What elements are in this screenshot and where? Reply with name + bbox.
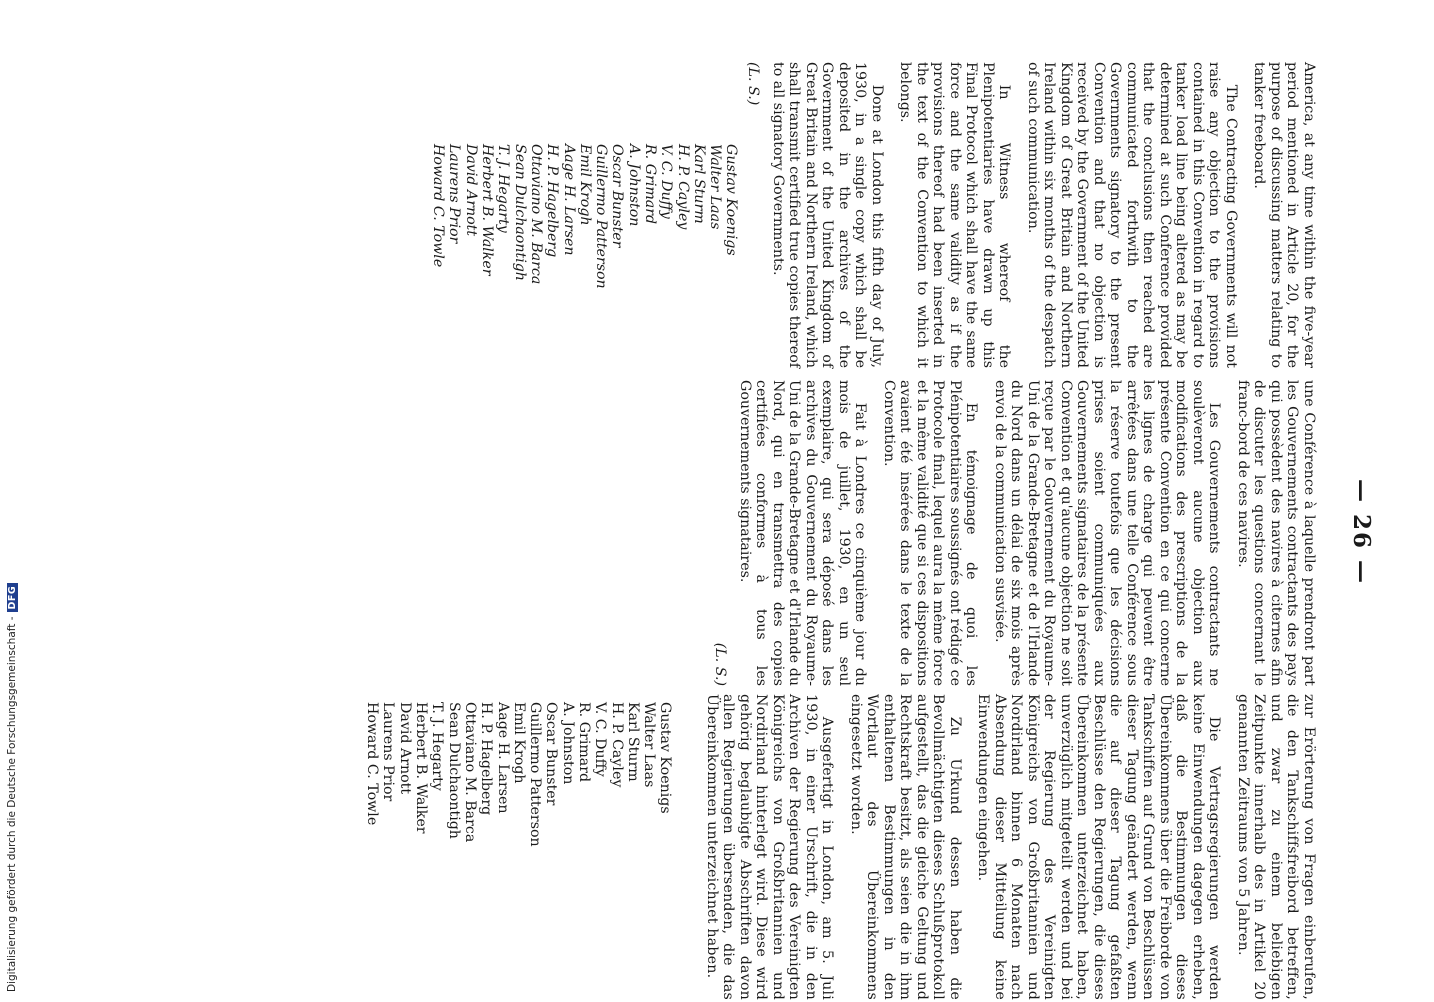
english-signatory-name: Herbert B. Walker (479, 144, 496, 276)
german-signatory-name: Gustav Koenigs (657, 702, 674, 814)
german-paragraph-4: Ausgefertigt in London, am 5. Juli 1930, in einer Urschrift, die in den Archiven der Regierung des Vereinigten Königreichs von Großbritannien und Nordirland hinterlegt wird. Diese wird gehörig beglaubigte Abschriften davon allen Regierungen übersenden, die das Übereinkommen unterzeichnet haben. (704, 694, 836, 1000)
french-column (707, 380, 1318, 686)
german-signatory-name: Karl Sturm (624, 702, 641, 782)
english-signatory-name: Ottaviano M. Barca (527, 144, 544, 285)
rotated-document-page (364, 62, 1375, 1002)
english-signatory-name: H. P. Hagelberg (544, 144, 561, 258)
german-signatory-name: Oscar Bunster (543, 702, 560, 806)
english-signatory-name: Oscar Bunster (609, 144, 626, 248)
french-paragraph-3: En témoignage de quoi les Plénipotentiaires soussignés ont rédigé ce Protocole final, lequel aura la même force et la même validité que si ces dispositions avaient été insérées dans le texte de la Convention. (881, 380, 980, 686)
german-signatory-name: R. Grimard (576, 702, 593, 783)
german-signatory-name: Herbert B. Walker (413, 702, 430, 834)
english-paragraph-1: America, at any time within the five-year period mentioned in Article 20, for the purpose of discussing matters relating to tanker freeboard. (1251, 62, 1317, 368)
french-paragraph-2: Les Gouvernements contractants ne soulèveront aucune objection aux modifications des prescriptions de la présente Convention en ce qui concerne les lignes de charge qui peuvent être arrêtées dans une telle Conférence sous la réserve toutefois que les décisions prises soient communiquées aux Gouvernements signataires de la présente Convention et qu'aucune objection ne soit reçue par le Gouvernement du Royaume-Uni de la Grande-Bretagne et de l'Irlande du Nord dans un délai de six mois après envoi de la communication susvisée. (992, 380, 1223, 686)
dfg-logo: DFG (7, 583, 18, 613)
english-signatory-name: Laurens Prior (446, 144, 463, 244)
english-signatory-name: Karl Sturm (690, 144, 707, 224)
german-paragraph-2: Die Vertragsregierungen werden keine Einwendungen dagegen erheben, daß die Bestimmungen dieses Übereinkommens über die Freiborde von Tankschiffen auf Grund von Beschlüssen dieser Tagung geändert werden, wenn die auf dieser Tagung gefaßten Beschlüsse den Regierungen, die dieses Übereinkommen unterzeichnet haben, unverzüglich mitgeteilt werden und bei der Regierung des Vereinigten Königreichs von Großbritannien und Nordirland binnen 6 Monaten nach Absendung dieser Mitteilung keine Einwendungen eingehen. (975, 694, 1223, 1000)
german-paragraph-1: zur Erörterung von Fragen einberufen, die den Tankschiffsfreibord betreffen, und zwar zu einem beliebigen Zeitpunkte innerhalb des in Artikel 20 genannten Zeitraums von 5 Jahren. (1235, 694, 1317, 1000)
english-paragraph-2: The Contracting Governments will not raise any objection to the provisions contained in this Convention in regard to tanker load line being altered as may be determined at such Conference provided that the conclusions then reached are communicated forthwith to the Governments signatory to the present Convention and that no objection is received by the Government of the United Kingdom of Great Britain and Northern Ireland within six months of the despatch of such communication. (1025, 62, 1239, 368)
german-signatory-name: Howard C. Towle (364, 702, 381, 826)
three-language-columns (364, 62, 1317, 1002)
footer-text: Digitalisierung gefördert durch die Deutsche Forschungsgemeinschaft - (6, 616, 18, 992)
seal-mark: (L. S.) (712, 642, 729, 686)
german-signatory-name: Guillermo Patterson (527, 702, 544, 847)
german-signatory-name: V. C. Duffy (592, 702, 609, 777)
english-signatory-name: A. Johnston (625, 144, 642, 227)
english-signatory-list (430, 144, 740, 368)
english-signatory-name: H. P. Cayley (674, 144, 691, 230)
german-signatory-name: Laurens Prior (380, 702, 397, 802)
german-signatory-name: Sean Dulchaontigh (445, 702, 462, 839)
english-signatory-name: Walter Laas (707, 144, 724, 230)
english-signatory-name: Howard C. Towle (430, 144, 447, 268)
english-signatory-name: Aage H. Larsen (560, 144, 577, 256)
french-paragraph-4: Fait à Londres ce cinquième jour du mois de juillet, 1930, en un seul exemplaire, qui sera déposé dans les archives du Gouvernement du Royaume-Uni de la Grande-Bretagne et d'Irlande du Nord, qui en transmettra des copies certifiées conformes à tous les Gouvernements signataires. (737, 380, 869, 686)
german-signatory-name: A. Johnston (559, 702, 576, 785)
digitization-footer (6, 583, 18, 992)
english-signatory-name: Sean Dulchaontigh (511, 144, 528, 281)
german-signatory-name: H. P. Hagelberg (478, 702, 495, 816)
german-paragraph-3: Zu Urkund dessen haben die Bevollmächtigten dieses Schlußprotokoll aufgestellt, das die gleiche Geltung und Rechtskraft besitzt, als seien die in ihm enthaltenen Bestimmungen in den Wortlaut des Übereinkommens eingesetzt worden. (848, 694, 963, 1000)
english-signatory-name: Guillermo Patterson (593, 144, 610, 289)
seal-mark: (L. S.) (745, 62, 762, 106)
german-signatory-name: David Arnott (396, 702, 413, 795)
english-paragraph-4: Done at London this fifth day of July, 1930, in a single copy which shall be deposited in the archives of the Government of the United Kingdom of Great Britain and Northern Ireland, which shall transmit certified true copies thereof to all signatory Governments. (770, 62, 885, 368)
german-signatory-name: Aage H. Larsen (494, 702, 511, 814)
german-signatory-name: T. J. Hegarty (429, 702, 446, 791)
english-column (430, 62, 1317, 368)
english-paragraph-3: In Witness whereof the Plenipotentiaries have drawn up this Final Protocol which shall have the same force and the same validity as if the provisions thereof had been inserted in the text of the Convention to which it belongs. (897, 62, 1013, 368)
french-signature-block (711, 380, 729, 686)
page-number: — 26 — (1348, 478, 1375, 586)
german-signatory-name: Walter Laas (641, 702, 658, 788)
english-signatory-name: Emil Krogh (576, 144, 593, 226)
english-signatory-name: David Arnott (462, 144, 479, 237)
english-signature-block (430, 62, 762, 368)
german-signatory-list (364, 702, 674, 1000)
german-signatory-name: Emil Krogh (510, 702, 527, 784)
english-signatory-name: Gustav Koenigs (723, 144, 740, 256)
german-signatory-name: Ottaviano M. Barca (461, 702, 478, 843)
german-column (364, 694, 1317, 1000)
english-signatory-name: R. Grimard (642, 144, 659, 225)
german-signature-block (364, 694, 696, 1000)
english-signatory-name: V. C. Duffy (658, 144, 675, 219)
english-signatory-name: T. J. Hegarty (495, 144, 512, 233)
french-paragraph-1: une Conférence à laquelle prendront part les Gouvernements contractants des pays qui possèdent des navires à citernes afin de discuter les questions concernant le franc-bord de ces navires. (1235, 380, 1317, 686)
german-signatory-name: H. P. Cayley (608, 702, 625, 788)
